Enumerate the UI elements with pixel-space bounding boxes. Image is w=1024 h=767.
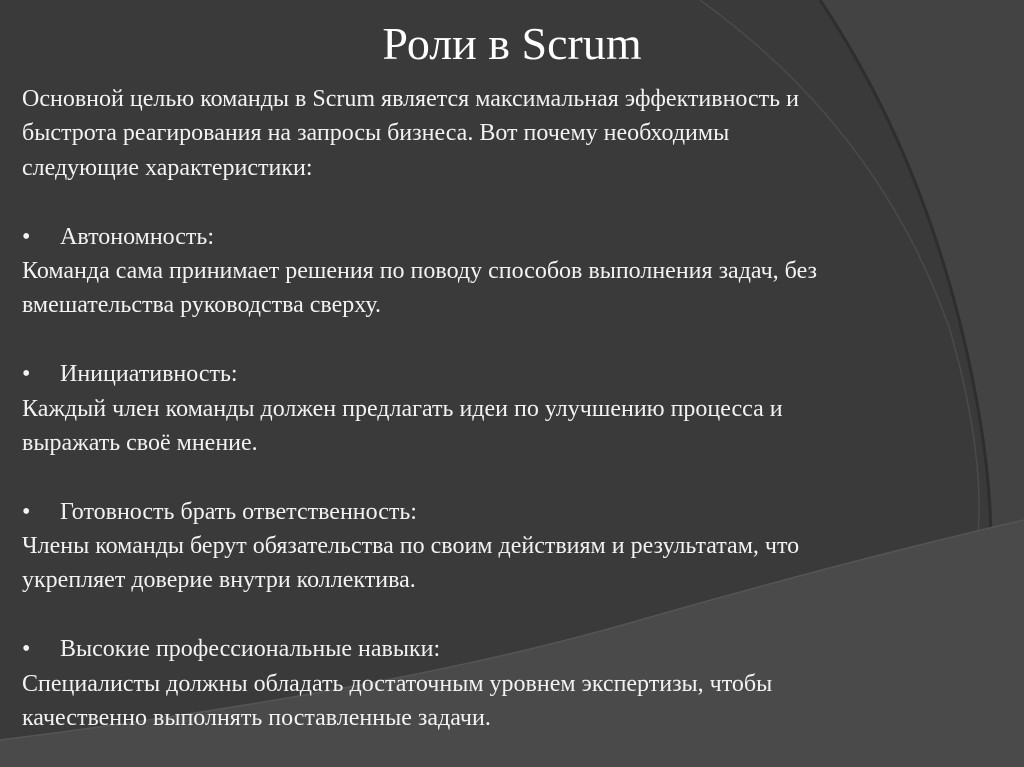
item-text: Команда сама принимает решения по поводу способов выполнения задач, без [22,257,817,284]
bullet-heading [22,632,1012,666]
bullet-icon: • [22,636,31,663]
bullet-heading [22,495,1012,529]
bullet-icon: • [22,361,31,388]
item-text: укрепляет доверие внутри коллектива. [22,567,416,594]
heading-text: Инициативность: [60,361,238,388]
heading-text: Автономность: [60,223,215,250]
bullet-heading [22,220,1012,254]
item-text: Члены команды берут обязательства по своим действиям и результатам, что [22,533,800,560]
bullet-heading [22,357,1012,391]
item-text: вмешательства руководства сверху. [22,292,381,319]
slide-title: Роли в Scrum [382,18,642,69]
heading-text: Высокие профессиональные навыки: [60,636,441,663]
intro-line: быстрота реагирования на запросы бизнеса. Вот почему необходимы [22,120,730,147]
intro-line: Основной целью команды в Scrum является максимальная эффективность и [22,86,799,112]
intro-line: следующие характеристики: [22,154,313,181]
item-text: качественно выполнять поставленные задачи. [22,705,491,732]
item-text: выражать своё мнение. [22,429,258,456]
item-text: Каждый член команды должен предлагать идеи по улучшению процесса и [22,395,783,422]
bullet-icon: • [22,498,31,525]
bullet-icon: • [22,223,31,250]
item-text: Специалисты должны обладать достаточным уровнем экспертизы, чтобы [22,670,773,697]
heading-text: Готовность брать ответственность: [60,498,417,525]
slide-body [22,82,1012,735]
